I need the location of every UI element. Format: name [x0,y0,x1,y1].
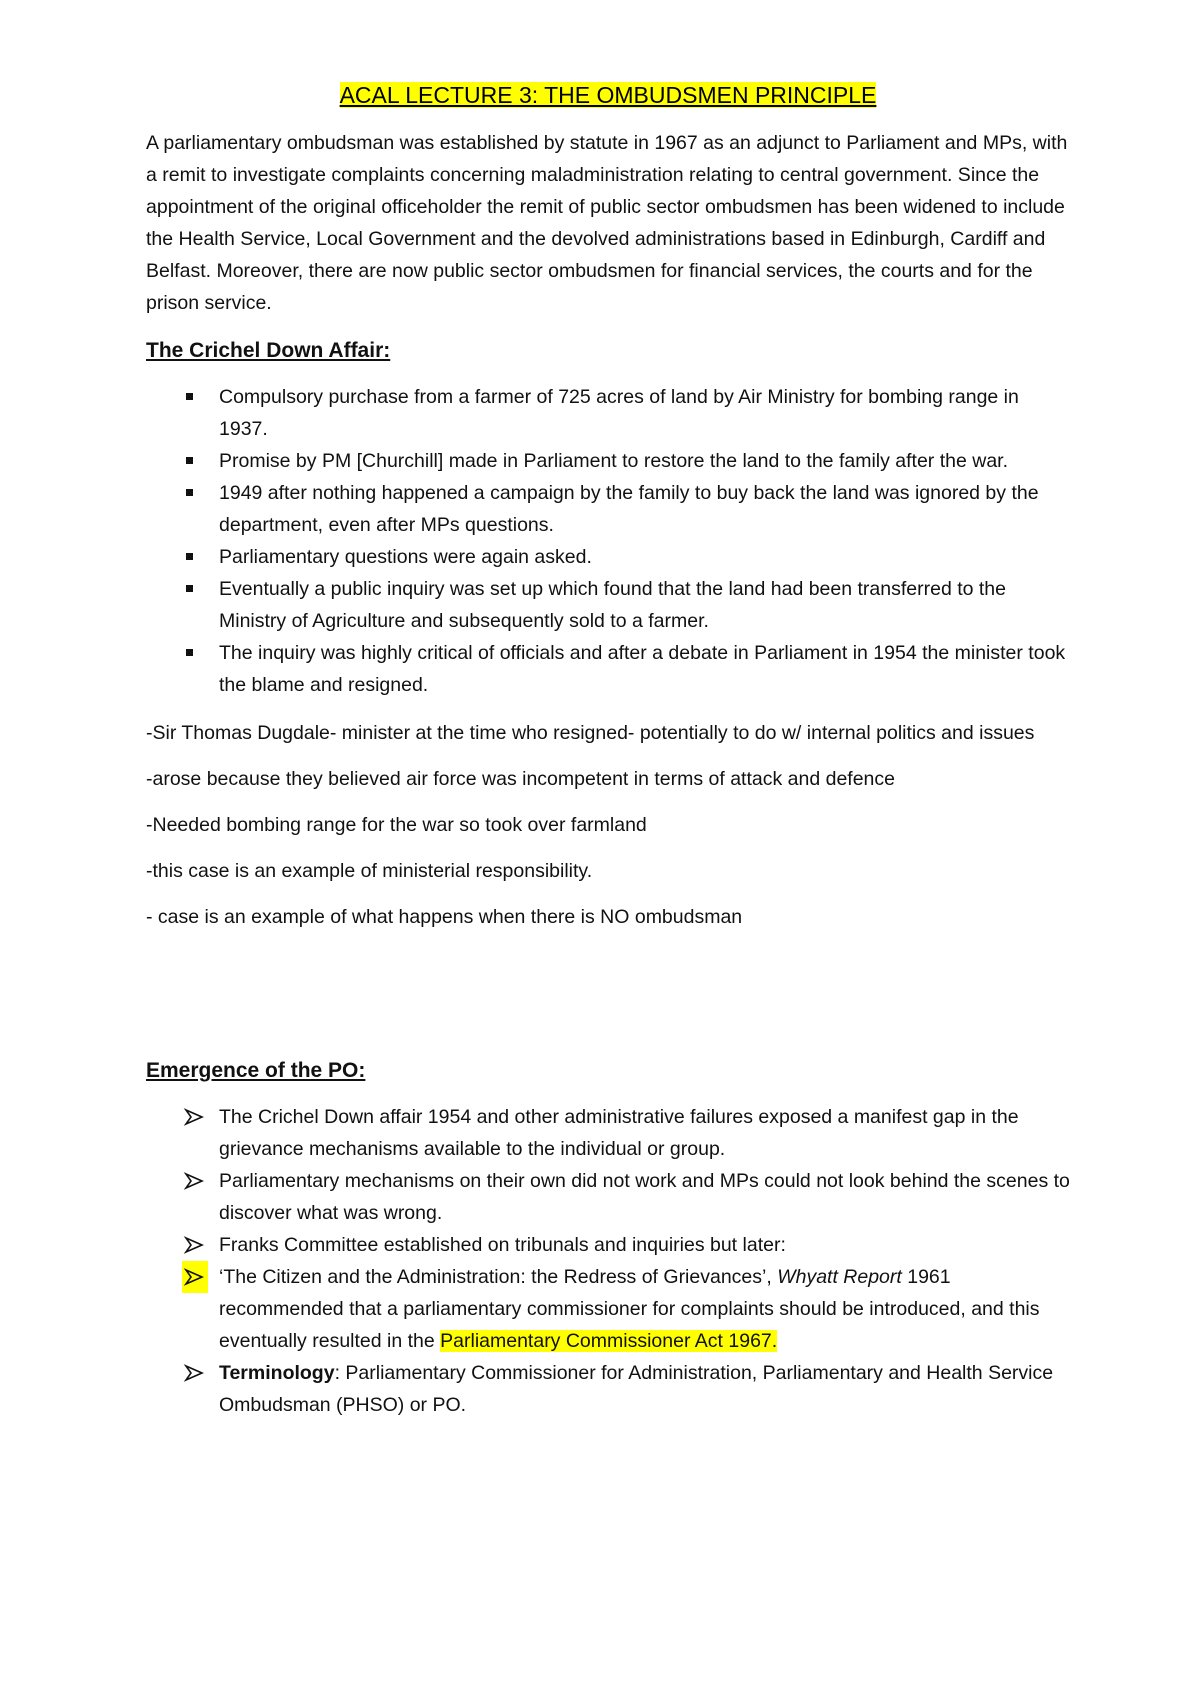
list-item-text: The Crichel Down affair 1954 and other administrative failures exposed a manifest gap in the grievance mechanisms available to the individual or group. [219,1106,1019,1160]
list-item-text: Franks Committee established on tribunals and inquiries but later: [219,1234,786,1256]
list-item-text: 1949 after nothing happened a campaign by the family to buy back the land was ignored by the department, even after MPs questions. [219,482,1039,536]
list-item [146,381,1070,445]
list-item-text: The inquiry was highly critical of officials and after a debate in Parliament in 1954 the minister took the blame and resigned. [219,642,1066,696]
list-item-text [219,1362,1053,1416]
list-item [146,1165,1070,1229]
section-heading-crichel-down: The Crichel Down Affair: [146,339,391,362]
emergence-bullet-list [146,1101,1070,1421]
square-bullet-icon [186,585,193,592]
square-bullet-icon [186,393,193,400]
note-no-ombudsman: - case is an example of what happens when there is NO ombudsman [146,906,743,928]
arrow-bullet-icon [182,1101,208,1133]
list-item-text: Promise by PM [Churchill] made in Parliament to restore the land to the family after the war. [219,450,1009,472]
list-item [146,637,1070,701]
square-bullet-icon [186,553,193,560]
whyatt-intro-text: ‘The Citizen and the Administration: the Redress of Grievances’, [219,1266,778,1288]
list-item-text [219,1266,1040,1352]
note-dugdale: -Sir Thomas Dugdale- minister at the time who resigned- potentially to do w/ internal politics and issues [146,722,1035,744]
act-highlight: Parliamentary Commissioner Act 1967. [440,1330,778,1352]
terminology-label: Terminology [219,1362,335,1384]
square-bullet-icon [186,489,193,496]
intro-paragraph: A parliamentary ombudsman was established by statute in 1967 as an adjunct to Parliament and MPs, with a remit to investigate complaints concerning maladministration relating to central government. Since the appointment of the original officeholder the remit of public sector ombudsmen has been widened to include the Health Service, Local Government and the devolved administrations based in Edinburgh, Cardiff and Belfast. Moreover, there are now public sector ombudsmen for financial services, the courts and for the prison service. [146,132,1068,314]
title-row [146,78,1070,113]
list-item-text: Eventually a public inquiry was set up which found that the land had been transferred to the Ministry of Agriculture and subsequently sold to a farmer. [219,578,1006,632]
list-item [146,1357,1070,1421]
list-item [146,573,1070,637]
whyatt-report-italic: Whyatt Report [777,1266,902,1288]
square-bullet-icon [186,649,193,656]
arrow-bullet-icon [182,1229,208,1261]
arrow-bullet-icon [182,1357,208,1389]
arrow-bullet-icon [182,1261,208,1293]
list-item-text: Parliamentary questions were again asked. [219,546,592,568]
list-item [146,445,1070,477]
note-bombing-range: -Needed bombing range for the war so took over farmland [146,814,647,836]
list-item [146,1261,1070,1357]
note-air-force: -arose because they believed air force was incompetent in terms of attack and defence [146,768,895,790]
terminology-text: : Parliamentary Commissioner for Administration, Parliamentary and Health Service Ombudsman (PHSO) or PO. [219,1362,1054,1416]
list-item-text: Compulsory purchase from a farmer of 725 acres of land by Air Ministry for bombing range in 1937. [219,386,1019,440]
note-ministerial-responsibility: -this case is an example of ministerial responsibility. [146,860,593,882]
spacer [146,947,1070,1055]
list-item [146,1229,1070,1261]
list-item-text: Parliamentary mechanisms on their own did not work and MPs could not look behind the scenes to discover what was wrong. [219,1170,1070,1224]
square-bullet-icon [186,457,193,464]
list-item [146,541,1070,573]
list-item [146,477,1070,541]
document-title: ACAL LECTURE 3: THE OMBUDSMEN PRINCIPLE [339,82,877,108]
list-item [146,1101,1070,1165]
section-heading-emergence-po: Emergence of the PO: [146,1059,366,1082]
whyatt-rest-text: 1961 recommended that a parliamentary commissioner for complaints should be introduced, and this eventually resulted in the [219,1266,1040,1352]
arrow-bullet-icon [182,1165,208,1197]
crichel-down-bullet-list [146,381,1070,701]
